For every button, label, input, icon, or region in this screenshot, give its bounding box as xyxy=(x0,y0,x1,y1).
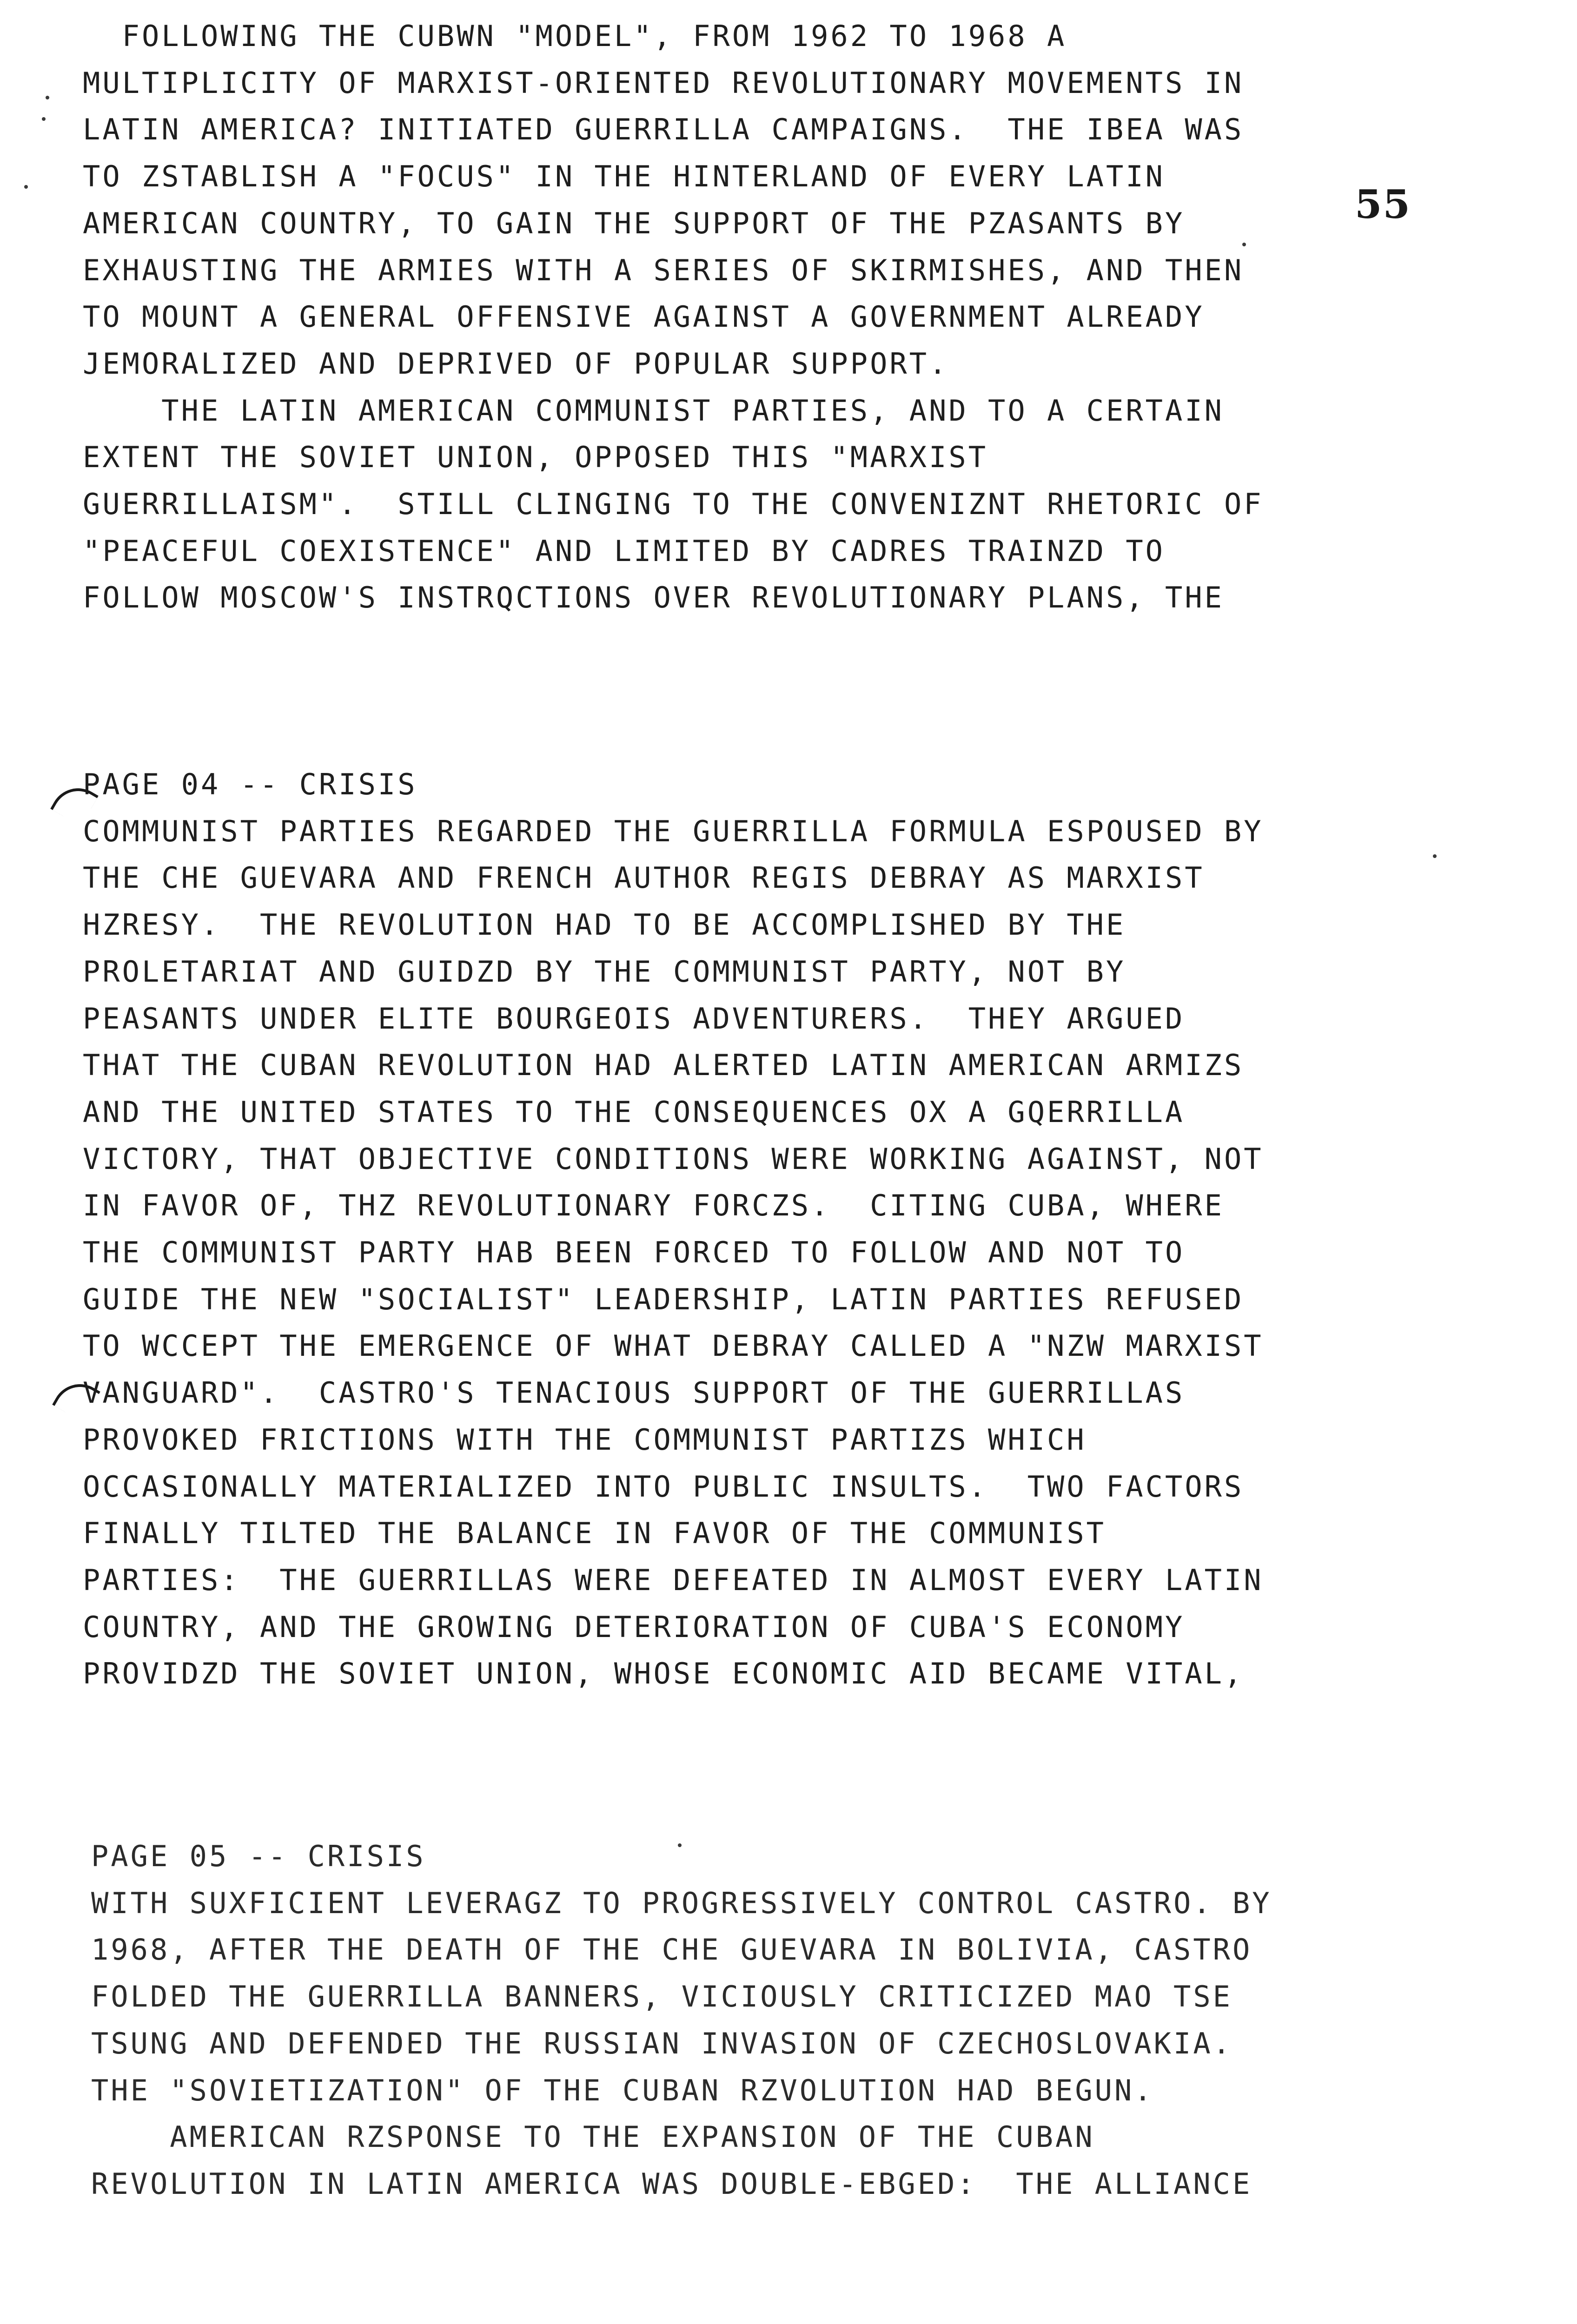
scan-speck xyxy=(1242,243,1246,246)
page-number: 55 xyxy=(1355,181,1411,227)
scan-speck xyxy=(46,96,49,99)
scan-speck xyxy=(42,117,46,121)
text-block-page-03: FOLLOWING THE CUBWN "MODEL", FROM 1962 TO 1968 A MULTIPLICITY OF MARXIST-ORIENTED REVOLUTIONARY MOVEMENTS IN LATIN AMERICA? INITIATED GUERRILLA CAMPAIGNS. THE IBEA WAS TO ZSTABLISH A "FOCUS" IN THE HINTERLAND OF EVERY LATIN AMERICAN COUNTRY, TO GAIN THE SUPPORT OF THE PZASANTS BY EXHAUSTING THE ARMIES WITH A SERIES OF SKIRMISHES, AND THEN TO MOUNT A GENERAL OFFENSIVE AGAINST A GOVERNMENT ALREADY JEMORALIZED AND DEPRIVED OF POPULAR SUPPORT. THE LATIN AMERICAN COMMUNIST PARTIES, AND TO A CERTAIN EXTENT THE SOVIET UNION, OPPOSED THIS "MARXIST GUERRILLAISM". STILL CLINGING TO THE CONVENIZNT RHETORIC OF "PEACEFUL COEXISTENCE" AND LIMITED BY CADRES TRAINZD TO FOLLOW MOSCOW'S INSTRQCTIONS OVER REVOLUTIONARY PLANS, THE xyxy=(83,19,1264,615)
scan-speck xyxy=(1433,854,1437,858)
text-block-page-05: PAGE 05 -- CRISIS WITH SUXFICIENT LEVERAGZ TO PROGRESSIVELY CONTROL CASTRO. BY 1968, AFTER THE DEATH OF THE CHE GUEVARA IN BOLIVIA, CASTRO FOLDED THE GUERRILLA BANNERS, VICIOUSLY CRITICIZED MAO TSE TSUNG AND DEFENDED THE RUSSIAN INVASION OF CZECHOSLOVAKIA. THE "SOVIETIZATION" OF THE CUBAN RZVOLUTION HAD BEGUN. AMERICAN RZSPONSE TO THE EXPANSION OF THE CUBAN REVOLUTION IN LATIN AMERICA WAS DOUBLE-EBGED: THE ALLIANCE xyxy=(91,1839,1272,2201)
scan-speck xyxy=(678,1843,682,1847)
scan-speck xyxy=(24,185,28,189)
text-block-page-04: PAGE 04 -- CRISIS COMMUNIST PARTIES REGARDED THE GUERRILLA FORMULA ESPOUSED BY THE CHE GUEVARA AND FRENCH AUTHOR REGIS DEBRAY AS MARXIST HZRESY. THE REVOLUTION HAD TO BE ACCOMPLISHED BY THE PROLETARIAT AND GUIDZD BY THE COMMUNIST PARTY, NOT BY PEASANTS UNDER ELITE BOURGEOIS ADVENTURERS. THEY ARGUED THAT THE CUBAN REVOLUTION HAD ALERTED LATIN AMERICAN ARMIZS AND THE UNITED STATES TO THE CONSEQUENCES OX A GQERRILLA VICTORY, THAT OBJECTIVE CONDITIONS WERE WORKING AGAINST, NOT IN FAVOR OF, THZ REVOLUTIONARY FORCZS. CITING CUBA, WHERE THE COMMUNIST PARTY HAB BEEN FORCED TO FOLLOW AND NOT TO GUIDE THE NEW "SOCIALIST" LEADERSHIP, LATIN PARTIES REFUSED TO WCCEPT THE EMERGENCE OF WHAT DEBRAY CALLED A "NZW MARXIST VANGUARD". CASTRO'S TENACIOUS SUPPORT OF THE GUERRILLAS PROVOKED FRICTIONS WITH THE COMMUNIST PARTIZS WHICH OCCASIONALLY MATERIALIZED INTO PUBLIC INSULTS. TWO FACTORS FINALLY TILTED THE BALANCE IN FAVOR OF THE COMMUNIST PARTIES: THE GUERRILLAS WERE DEFEATED IN ALMOST EVERY LATIN COUNTRY, AND THE GROWING DETERIORATION OF CUBA'S ECONOMY PROVIDZD THE SOVIET UNION, WHOSE ECONOMIC AID BECAME VITAL, xyxy=(83,767,1264,1691)
